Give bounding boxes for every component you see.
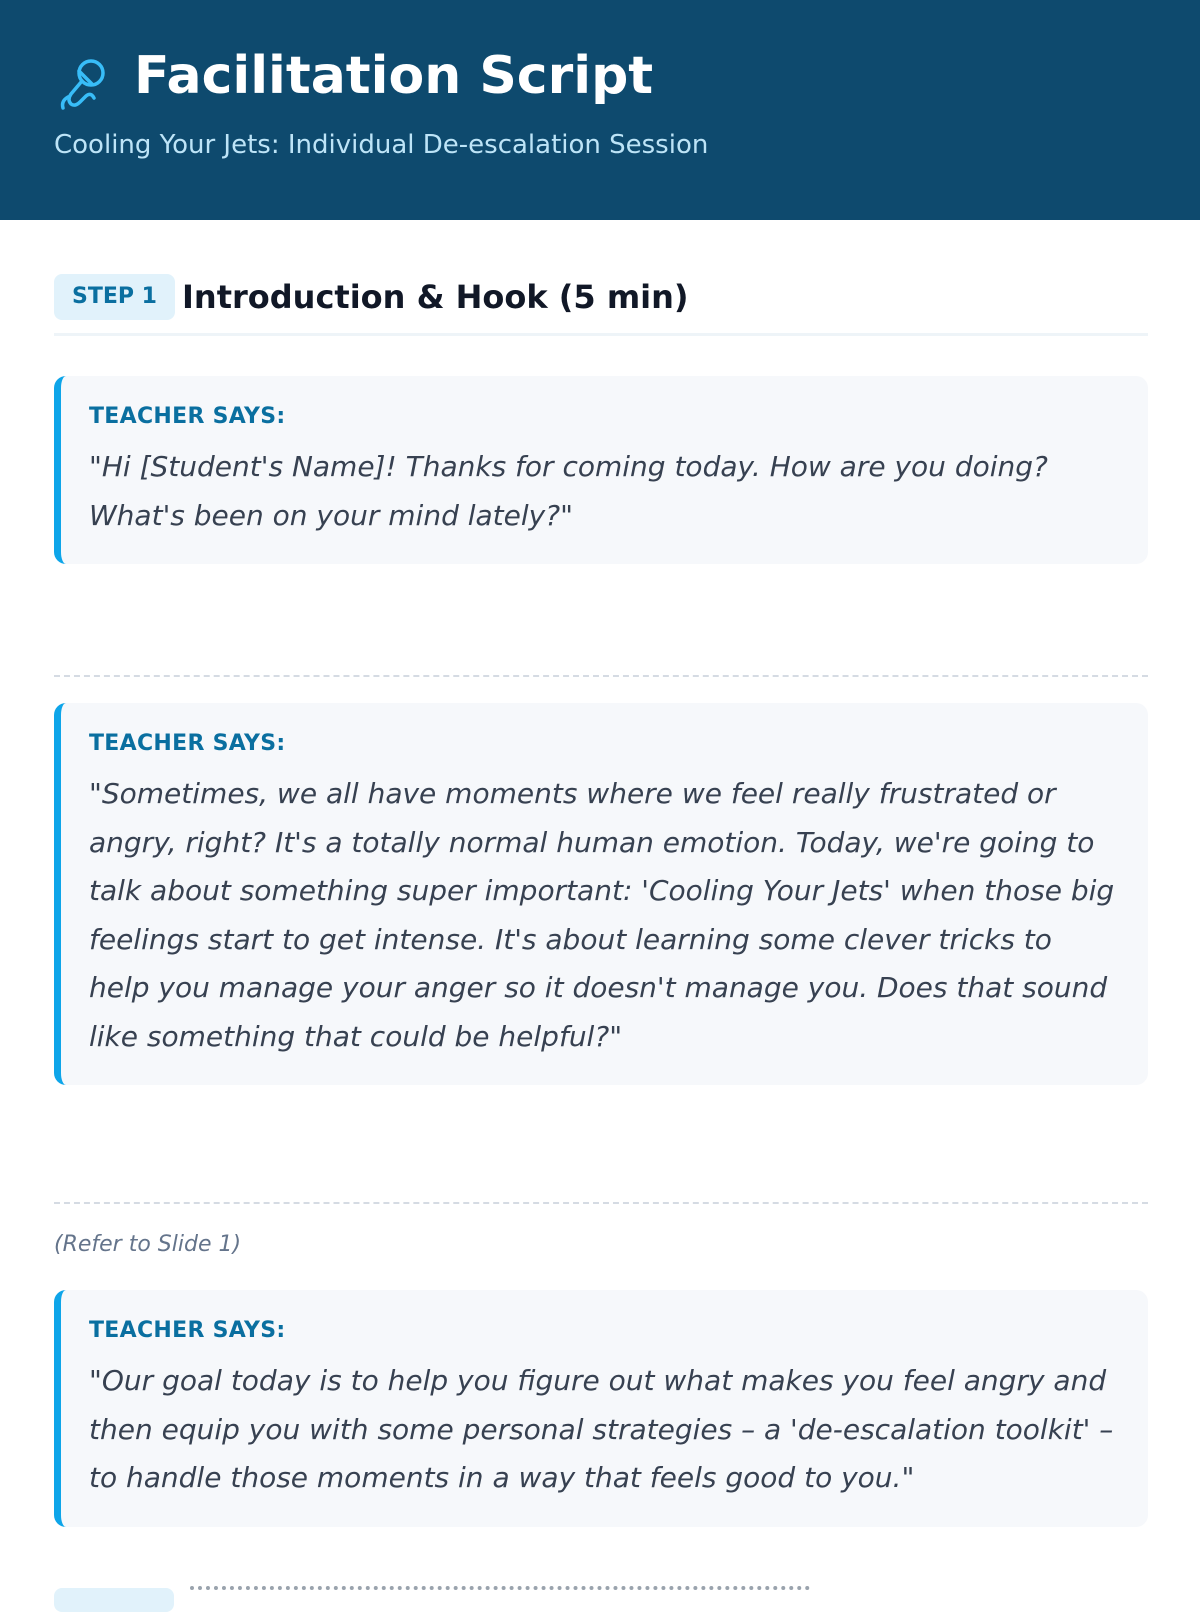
step-title: Introduction & Hook (5 min): [182, 278, 689, 316]
callout-quote: "Hi [Student's Name]! Thanks for coming today. How are you doing? What's been on your mind lately?": [89, 450, 1048, 532]
section-divider: [54, 675, 1148, 677]
next-step-badge: [54, 1588, 174, 1612]
page-title: Facilitation Script: [134, 46, 654, 106]
callout-quote: "Sometimes, we all have moments where we feel really frustrated or angry, right? It's a totally normal human emotion. Today, we're going to talk about something super important: 'Cooling Your Jets' when those big feelings start to get intense. It's about learning some clever tricks to help you manage your anger so it doesn't manage you. Does that sound like something that could be helpful?": [89, 777, 1115, 1053]
next-step-title: [190, 1586, 810, 1596]
teacher-says-callout: [54, 376, 1148, 564]
teacher-says-callout: [54, 703, 1148, 1085]
step-heading: [54, 274, 1148, 336]
callout-label: TEACHER SAYS:: [89, 404, 286, 429]
teacher-says-callout: [54, 1290, 1148, 1527]
callout-quote: "Our goal today is to help you figure out what makes you feel angry and then equip you with some personal strategies – a 'de-escalation toolkit' – to handle those moments in a way that feels good to you.": [89, 1364, 1114, 1494]
slide-reference-note: (Refer to Slide 1): [54, 1232, 242, 1257]
header-banner: [0, 0, 1200, 220]
callout-label: TEACHER SAYS:: [89, 731, 286, 756]
page-subtitle: Cooling Your Jets: Individual De-escalation Session: [54, 130, 709, 160]
callout-label: TEACHER SAYS:: [89, 1318, 286, 1343]
microphone-icon: [58, 56, 108, 112]
step-badge: STEP 1: [54, 274, 175, 320]
section-divider: [54, 1202, 1148, 1204]
